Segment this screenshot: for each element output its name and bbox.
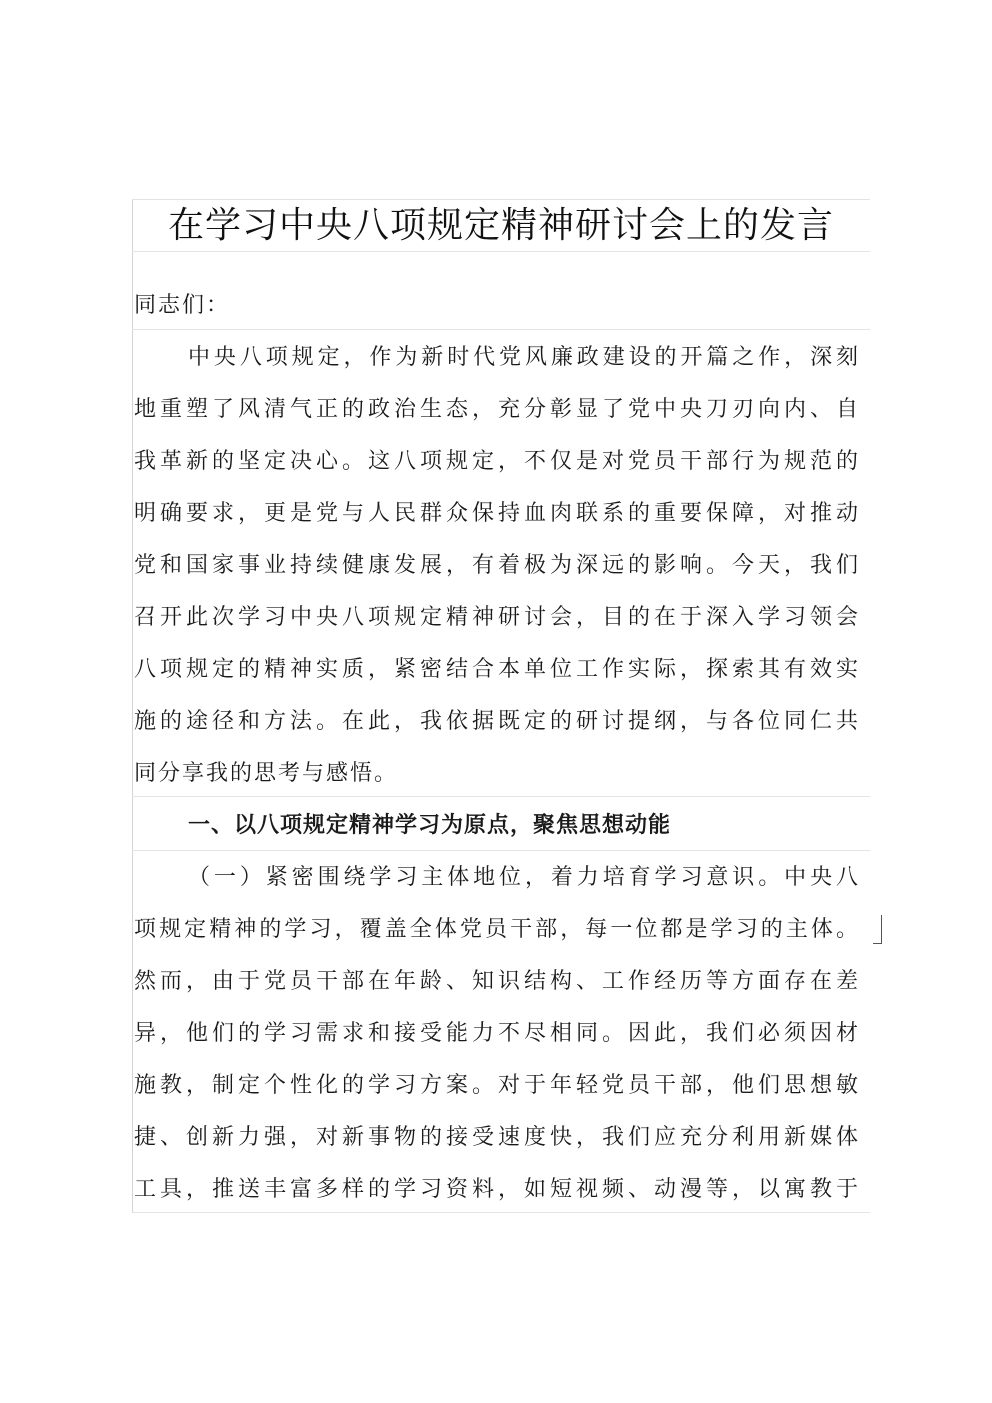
text-line: 召开此次学习中央八项规定精神研讨会，目的在于深入学习领会 (134, 605, 858, 630)
text-line: 党和国家事业持续健康发展，有着极为深远的影响。今天，我们 (134, 553, 858, 578)
text-line: 中央八项规定，作为新时代党风廉政建设的开篇之作，深刻 (188, 345, 858, 370)
text-line: 同分享我的思考与感悟。 (134, 761, 399, 786)
document-title: 在学习中央八项规定精神研讨会上的发言 (167, 205, 834, 246)
text-line: （一）紧密围绕学习主体地位，着力培育学习意识。中央八 (188, 865, 858, 890)
text-line: 施的途径和方法。在此，我依据既定的研讨提纲，与各位同仁共 (134, 709, 858, 734)
text-line: 项规定精神的学习，覆盖全体党员干部，每一位都是学习的主体。 (134, 917, 858, 942)
text-line: 八项规定的精神实质，紧密结合本单位工作实际，探索其有效实 (134, 657, 858, 682)
text-line: 然而，由于党员干部在年龄、知识结构、工作经历等方面存在差 (134, 969, 858, 994)
text-line: 我革新的坚定决心。这八项规定，不仅是对党员干部行为规范的 (134, 449, 858, 474)
rule-line (132, 796, 870, 797)
rule-line (132, 329, 870, 330)
text-line: 捷、创新力强，对新事物的接受速度快，我们应充分利用新媒体 (134, 1125, 858, 1150)
text-line: 施教，制定个性化的学习方案。对于年轻党员干部，他们思想敏 (134, 1073, 858, 1098)
left-margin-line (132, 199, 133, 1213)
rule-line (132, 850, 870, 851)
rule-line (132, 199, 870, 200)
rule-line (132, 1212, 870, 1213)
salutation: 同志们： (134, 293, 231, 318)
text-line: 明确要求，更是党与人民群众保持血肉联系的重要保障，对推动 (134, 501, 858, 526)
text-line: 地重塑了风清气正的政治生态，充分彰显了党中央刀刃向内、自 (134, 397, 858, 422)
section-heading: 一、以八项规定精神学习为原点，聚焦思想动能 (188, 813, 672, 838)
rule-line (132, 251, 870, 252)
text-line: 异，他们的学习需求和接受能力不尽相同。因此，我们必须因材 (134, 1021, 858, 1046)
text-line: 工具，推送丰富多样的学习资料，如短视频、动漫等，以寓教于 (134, 1177, 858, 1202)
margin-corner-mark (873, 915, 882, 944)
